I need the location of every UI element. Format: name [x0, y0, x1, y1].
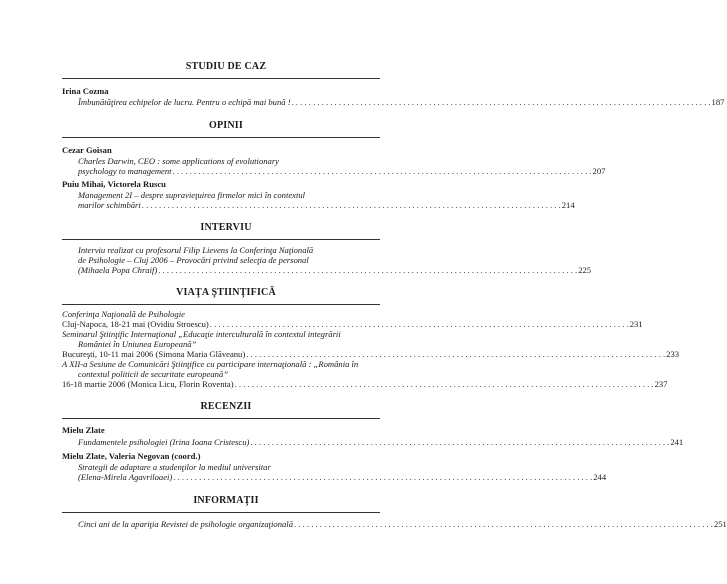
- section-divider: [62, 418, 380, 419]
- entry-title: psychology to management: [78, 166, 172, 176]
- page-number: 244: [593, 472, 607, 482]
- toc-entry: [62, 319, 643, 329]
- toc-entry: [78, 166, 606, 176]
- section-title-viata-stiintifica: VIAŢA ŞTIINŢIFICĂ: [176, 287, 276, 298]
- section-title-informatii: INFORMAŢII: [193, 495, 259, 506]
- toc-entry: [62, 349, 680, 359]
- leader-dots: [172, 472, 593, 482]
- entry-title: 16-18 martie 2006 (Monica Licu, Florin Roventa): [62, 379, 234, 389]
- section-divider: [62, 137, 380, 138]
- leader-dots: [293, 519, 714, 529]
- leader-dots: [141, 200, 562, 210]
- entry-title: (Elena-Mirela Agavriloaei): [78, 472, 173, 482]
- entry-title-line: Seminarul Ştiinţific Internaţional „Educaţie interculturală în contextul integrării: [62, 329, 341, 339]
- entry-title-line: contextul politicii de securitate europeană”: [78, 369, 229, 379]
- entry-title: Bucureşti, 10-11 mai 2006 (Simona Maria Glăveanu): [62, 349, 246, 359]
- entry-title: Îmbunătăţirea echipelor de lucru. Pentru o echipă mai bună !: [78, 97, 291, 107]
- section-title-recenzii: RECENZII: [200, 401, 252, 412]
- entry-title-line: României în Uniunea Europeană”: [78, 339, 197, 349]
- entry-title: marilor schimbări: [78, 200, 141, 210]
- toc-entry: [78, 437, 684, 447]
- leader-dots: [234, 379, 655, 389]
- entry-title-line: Strategii de adaptare a studenţilor la mediul universitar: [78, 462, 271, 472]
- entry-title-line: A XII-a Sesiune de Comunicări Ştiinţifice cu participare internaţională : „România în: [62, 359, 359, 369]
- entry-title: Fundamentele psihologiei (Irina Ioana Cristescu): [78, 437, 250, 447]
- entry-title: Cluj-Napoca, 18-21 mai (Ovidiu Stroescu): [62, 319, 209, 329]
- page-number: 231: [629, 319, 643, 329]
- page-number: 233: [666, 349, 680, 359]
- page-number: 214: [561, 200, 575, 210]
- section-title-interviu: INTERVIU: [200, 222, 252, 233]
- leader-dots: [245, 349, 666, 359]
- entry-title-line: Charles Darwin, CEO : some applications of evolutionary: [78, 156, 279, 166]
- author-name: Mielu Zlate, Valeria Negovan (coord.): [62, 451, 201, 461]
- toc-entry: [78, 97, 725, 107]
- section-title-opinii: OPINII: [209, 120, 243, 131]
- section-divider: [62, 239, 380, 240]
- entry-title-line: Management 2I – despre supravieţuirea firmelor mici în contextul: [78, 190, 306, 200]
- leader-dots: [209, 319, 630, 329]
- entry-title: (Mihaela Popa Chraif): [78, 265, 158, 275]
- author-name: Irina Cozma: [62, 86, 109, 96]
- entry-title-line: Conferinţa Naţională de Psihologie: [62, 309, 185, 319]
- author-name: Cezar Goisan: [62, 145, 112, 155]
- leader-dots: [291, 97, 712, 107]
- toc-entry: [78, 200, 575, 210]
- toc-entry: [78, 265, 592, 275]
- entry-title-line: Interviu realizat cu profesorul Filip Lievens la Conferinţa Naţională: [78, 245, 314, 255]
- leader-dots: [157, 265, 578, 275]
- entry-title: Cinci ani de la apariţia Revistei de psihologie organizaţională: [78, 519, 293, 529]
- entry-title-line: de Psihologie – Cluj 2006 – Provocări privind selecţia de personal: [78, 255, 309, 265]
- page-number: 241: [670, 437, 684, 447]
- author-name: Mielu Zlate: [62, 425, 105, 435]
- page-number: 187: [711, 97, 725, 107]
- page-number: 237: [654, 379, 668, 389]
- section-divider: [62, 304, 380, 305]
- leader-dots: [172, 166, 593, 176]
- toc-entry: [78, 472, 607, 482]
- page-number: 251: [713, 519, 727, 529]
- page-number: 225: [578, 265, 592, 275]
- leader-dots: [249, 437, 670, 447]
- section-divider: [62, 78, 380, 79]
- toc-entry: [62, 379, 668, 389]
- toc-entry: [78, 519, 727, 529]
- section-divider: [62, 512, 380, 513]
- section-title-studiu-de-caz: STUDIU DE CAZ: [185, 61, 267, 72]
- page-number: 207: [592, 166, 606, 176]
- author-name: Puiu Mihai, Victorela Ruscu: [62, 179, 166, 189]
